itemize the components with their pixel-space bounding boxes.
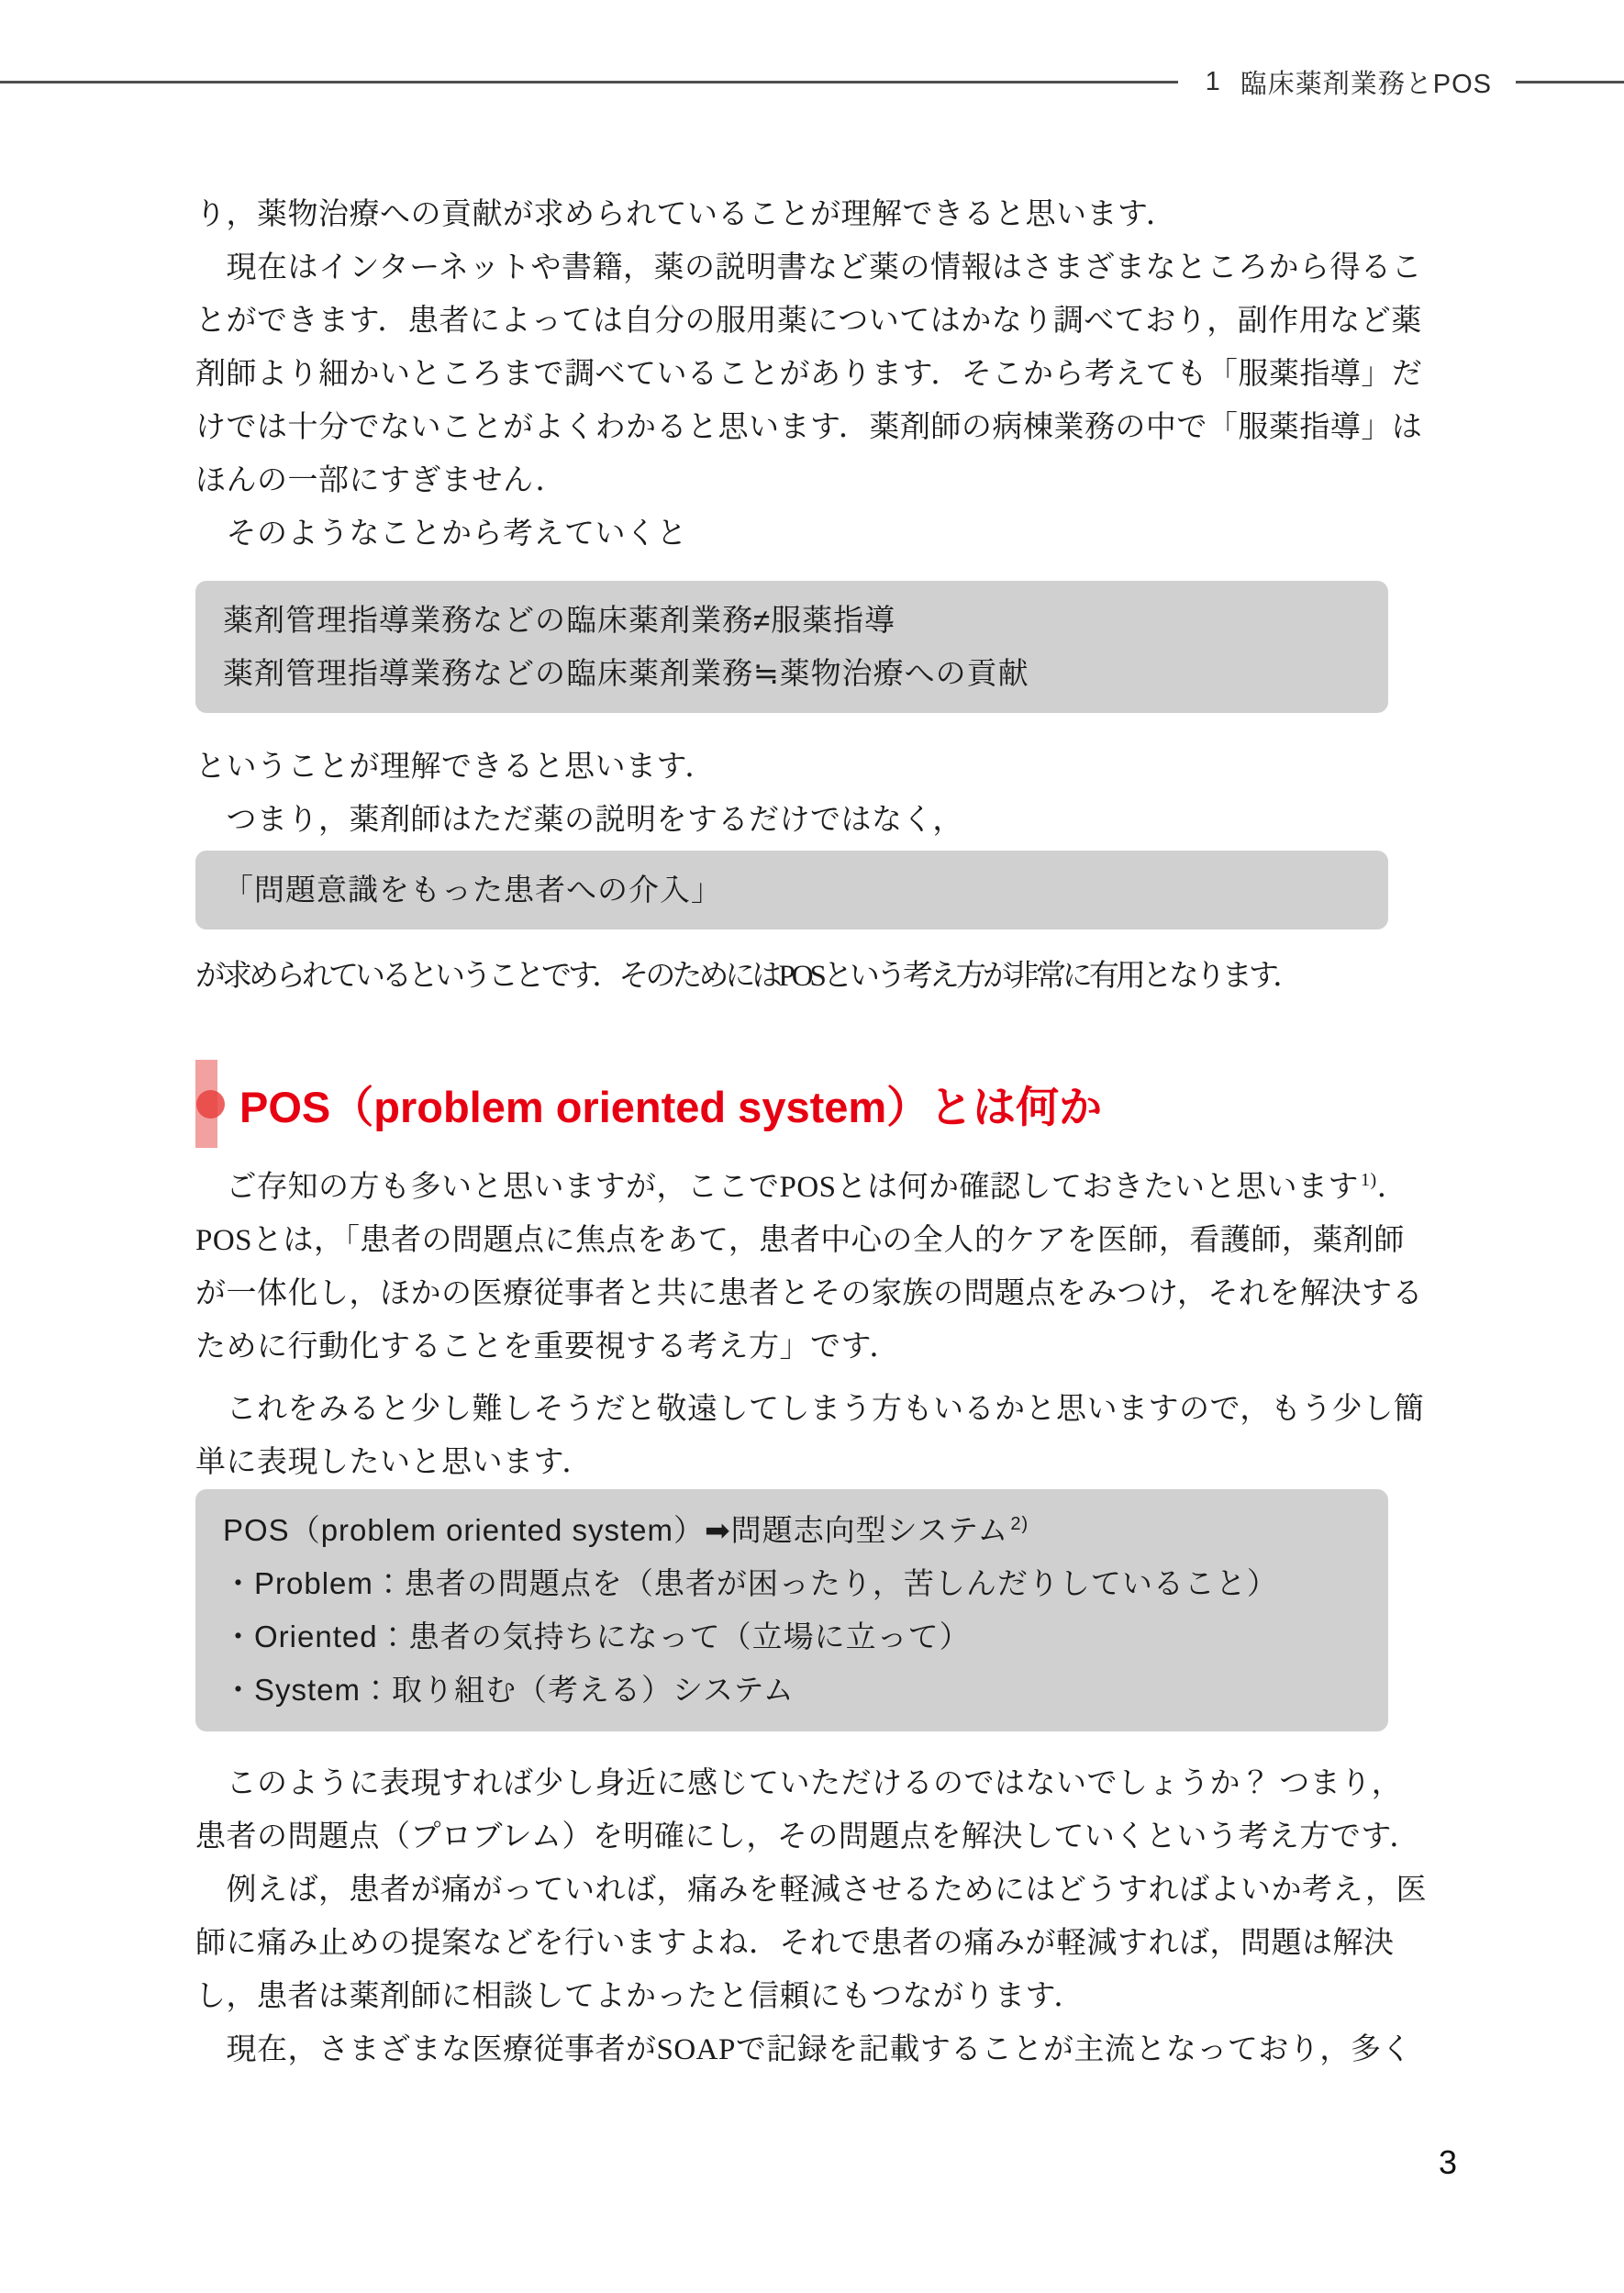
paragraph-pos-useful	[195, 950, 1388, 1003]
text-line: そのようなことから考えていくと	[195, 518, 687, 551]
text-line: が一体化し，ほかの医療従事者と共に患者とその家族の問題点をみつけ，それを解決する	[195, 1277, 1424, 1310]
text-line: 薬剤管理指導業務などの臨床薬剤業務≠服薬指導	[223, 603, 896, 637]
text-line: 「問題意識をもった患者への介入」	[223, 873, 722, 907]
text-line: とができます．患者によっては自分の服用薬についてはかなり調べており，副作用など薬	[195, 305, 1422, 338]
text-run: ．	[1376, 1171, 1408, 1204]
text-line: ・System：取り組む（考える）システム	[223, 1673, 795, 1707]
heading-dot-icon	[196, 1090, 225, 1119]
text-line: POSとは，「患者の問題点に焦点をあて，患者中心の全人的ケアを医師，看護師，薬剤師	[195, 1224, 1405, 1257]
chapter-title: 臨床薬剤業務とPOS	[1240, 69, 1492, 99]
text-line: けでは十分でないことがよくわかると思います．薬剤師の病棟業務の中で「服薬指導」は	[195, 411, 1423, 444]
highlight-box-intervention	[195, 851, 1388, 929]
page-number: 3	[1439, 2143, 1458, 2181]
paragraph-pos-definition	[195, 1161, 1424, 1374]
text-line: ほんの一部にすぎません．	[195, 464, 566, 497]
header-rule-left	[0, 81, 1178, 83]
text-line: ・Problem：患者の問題点を（患者が困ったり，苦しんだりしていること）	[223, 1566, 1278, 1600]
text-run: POS（problem oriented system）➡問題志向型システム	[223, 1513, 1009, 1547]
paragraph-simplify	[195, 1383, 1425, 1489]
header-rule-right	[1516, 81, 1624, 83]
text-line: し，患者は薬剤師に相談してよかったと信頼にもつながります．	[195, 1980, 1085, 2013]
text-line: ・Oriented：患者の気持ちになって（立場に立って）	[223, 1620, 971, 1653]
text-line	[195, 1161, 1408, 1214]
paragraph-intro	[195, 188, 1423, 561]
text-line: ということが理解できると思います．	[195, 751, 716, 784]
highlight-box-equivalence	[195, 581, 1388, 713]
text-line: ために行動化することを重要視する考え方」です．	[195, 1330, 900, 1364]
text-run: ご存知の方も多いと思いますが，ここでPOSとは何か確認しておきたいと思います	[195, 1171, 1360, 1204]
text-line: が求められているということです．そのためにはPOSという考え方が非常に有用となります．	[195, 960, 1300, 993]
text-line	[223, 1504, 1361, 1557]
text-line: 師に痛み止めの提案などを行いますよね．それで患者の痛みが軽減すれば，問題は解決	[195, 1927, 1395, 1960]
text-line: つまり，薬剤師はただ薬の説明をするだけではなく，	[195, 804, 963, 837]
text-line: 例えば，患者が痛がっていれば，痛みを軽減させるためにはどうすればよいか考え，医	[195, 1874, 1427, 1907]
text-line: このように表現すれば少し身近に感じていただけるのではないでしょうか？ つまり，	[195, 1767, 1403, 1800]
text-line: 薬剤管理指導業務などの臨床薬剤業務≒薬物治療への貢献	[223, 656, 1029, 690]
section-heading-text: POS（problem oriented system）とは何か	[239, 1082, 1103, 1131]
highlight-box-pos-breakdown	[195, 1489, 1388, 1731]
chapter-number: 1	[1205, 66, 1220, 96]
paragraph-examples	[195, 1757, 1427, 2076]
text-line: り，薬物治療への貢献が求められていることが理解できると思います．	[195, 198, 1177, 231]
running-head	[0, 66, 1624, 97]
text-line: これをみると少し難しそうだと敬遠してしまう方もいるかと思いますので，もう少し簡	[195, 1393, 1425, 1426]
footnote-ref-1: 1)	[1361, 1170, 1377, 1190]
text-line: 患者の問題点（プロブレム）を明確にし，その問題点を解決していくという考え方です．	[195, 1820, 1420, 1853]
main-text-column	[195, 188, 1427, 2076]
footnote-ref-2: 2)	[1010, 1514, 1029, 1534]
section-heading	[195, 1060, 1388, 1148]
text-line: 単に表現したいと思います．	[195, 1446, 593, 1479]
text-line: 現在はインターネットや書籍，薬の説明書など薬の情報はさまざまなところから得るこ	[195, 251, 1423, 284]
text-line: 現在，さまざまな医療従事者がSOAPで記録を記載することが主流となっており，多く	[195, 2033, 1412, 2066]
text-line: 剤師より細かいところまで調べていることがあります．そこから考えても「服薬指導」だ	[195, 358, 1423, 391]
paragraph-understanding	[195, 740, 1388, 847]
